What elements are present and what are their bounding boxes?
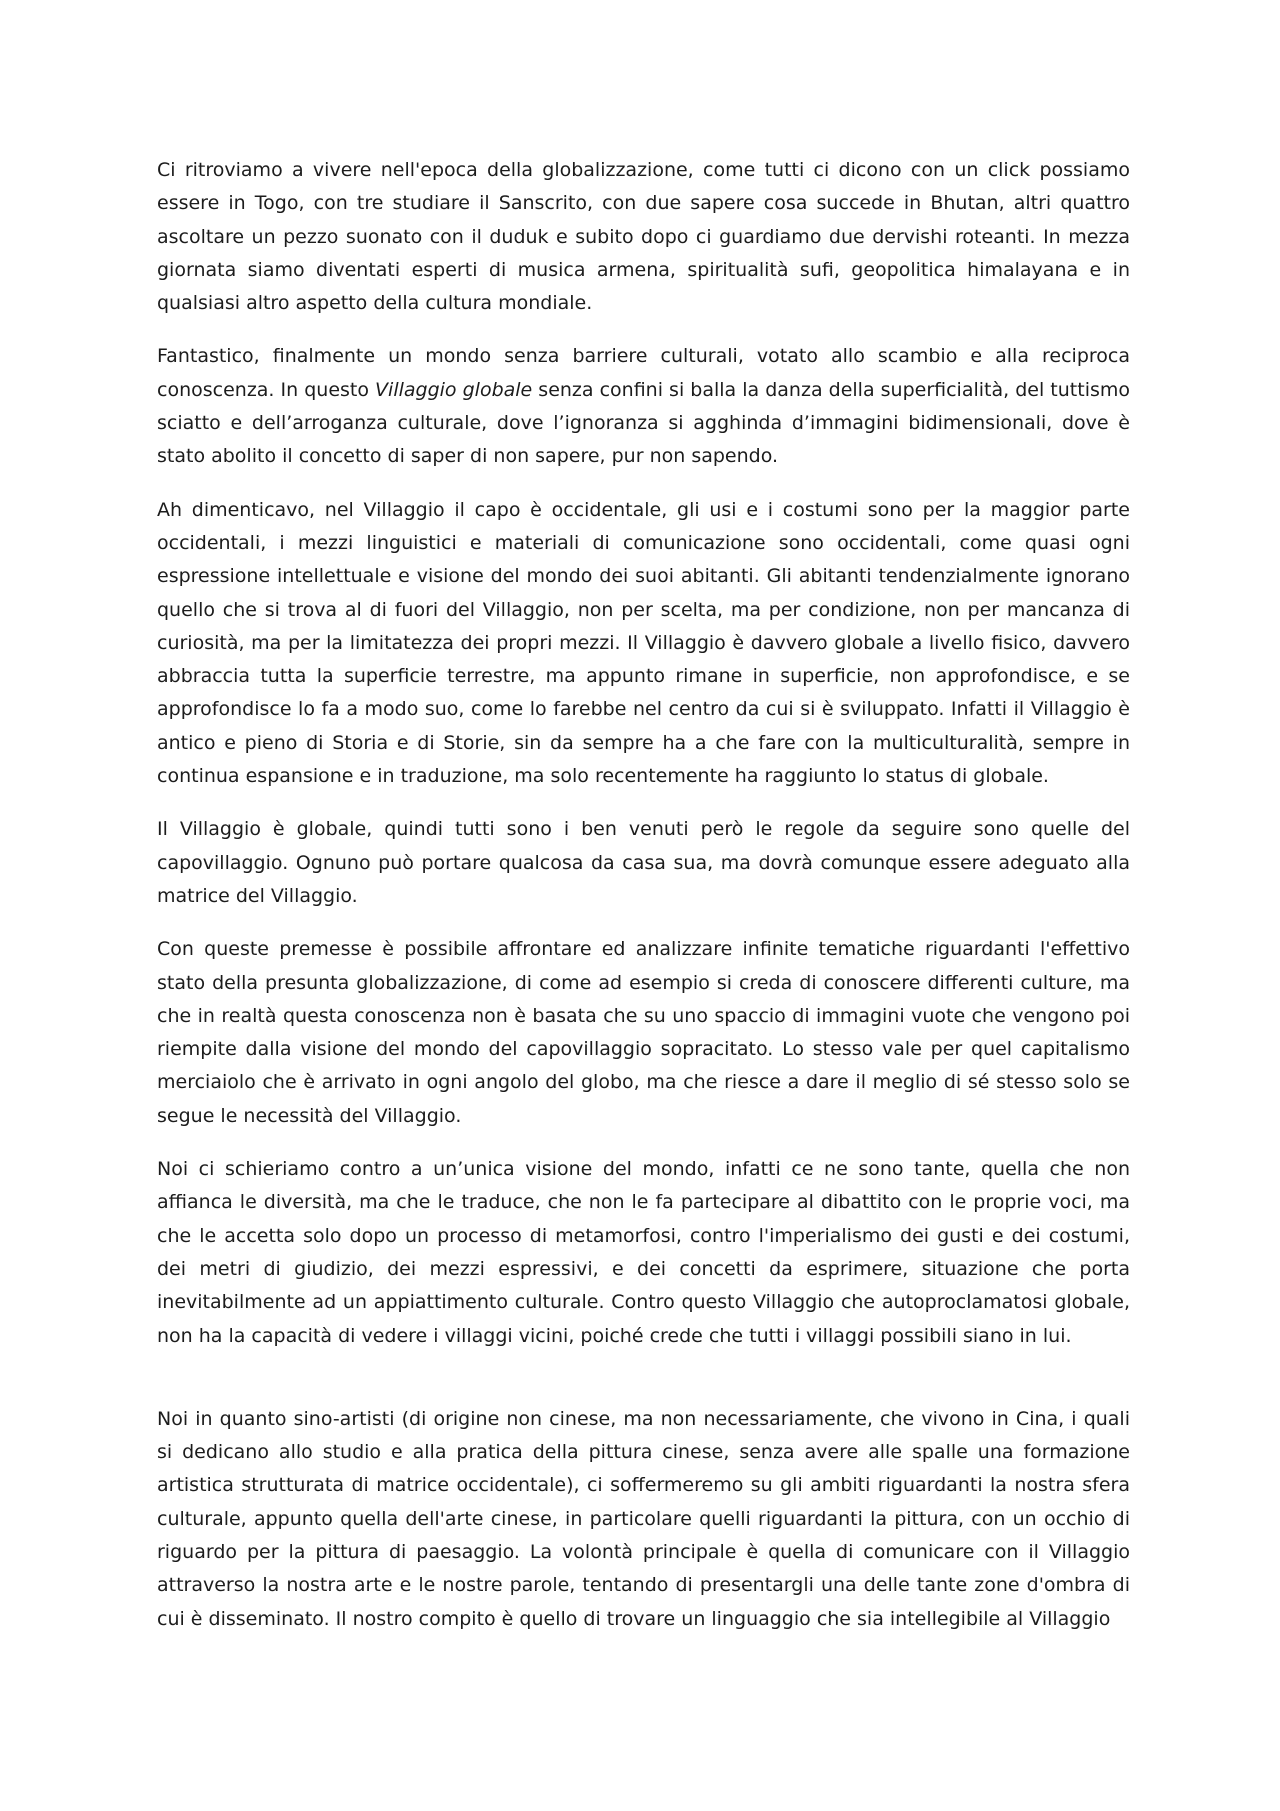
paragraph-capovillaggio: Il Villaggio è globale, quindi tutti sono i ben venuti però le regole da seguire sono quelle del capovillaggio. Ognuno può portare qualcosa da casa sua, ma dovrà comunque essere adeguato alla matrice del Villaggio. — [157, 818, 1130, 907]
paragraph-villaggio-globale — [157, 340, 1130, 473]
paragraph-sino-artisti: Noi in quanto sino-artisti (di origine non cinese, ma non necessariamente, che vivono in Cina, i quali si dedicano allo studio e alla pratica della pittura cinese, senza avere alle spalle una formazione artistica strutturata di matrice occidentale), ci soffermeremo su gli ambiti riguardanti la nostra sfera culturale, appunto quella dell'arte cinese, in particolare quelli riguardanti la pittura, con un occhio di riguardo per la pittura di paesaggio. La volontà principale è quella di comunicare con il Villaggio attraverso la nostra arte e le nostre parole, tentando di presentargli una delle tante zone d'ombra di cui è disseminato. Il nostro compito è quello di trovare un linguaggio che sia intellegibile al Villaggio — [157, 1407, 1130, 1630]
italic-term-villaggio-globale: Villaggio globale — [375, 378, 533, 401]
document-body — [157, 154, 1130, 1656]
paragraph-text: Fantastico, finalmente un mondo senza barriere culturali, votato allo scambio e alla reciproca conoscenza. In questo — [157, 345, 1130, 401]
paragraph-text: senza confini si balla la danza della superficialità, del tuttismo sciatto e dell’arroganza culturale, dove l’ignoranza si agghinda d’immagini bidimensionali, dove è stato abolito il concetto di saper di non sapere, pur non sapendo. — [157, 378, 1131, 468]
paragraph-premesse: Con queste premesse è possibile affrontare ed analizzare infinite tematiche riguardanti l'effettivo stato della presunta globalizzazione, di come ad esempio si creda di conoscere differenti culture, ma che in realtà questa conoscenza non è basata che su uno spaccio di immagini vuote che vengono poi riempite dalla visione del mondo del capovillaggio sopracitato. Lo stesso vale per quel capitalismo merciaiolo che è arrivato in ogni angolo del globo, ma che riesce a dare il meglio di sé stesso solo se segue le necessità del Villaggio. — [157, 938, 1130, 1127]
paragraph-schieriamo: Noi ci schieriamo contro a un’unica visione del mondo, infatti ce ne sono tante, quella che non affianca le diversità, ma che le traduce, che non le fa partecipare al dibattito con le proprie voci, ma che le accetta solo dopo un processo di metamorfosi, contro l'imperialismo dei gusti e dei costumi, dei metri di giudizio, dei mezzi espressivi, e dei concetti da esprimere, situazione che porta inevitabilmente ad un appiattimento culturale. Contro questo Villaggio che autoproclamatosi globale, non ha la capacità di vedere i villaggi vicini, poiché crede che tutti i villaggi possibili siano in lui. — [157, 1158, 1130, 1347]
paragraph-capo-occidentale: Ah dimenticavo, nel Villaggio il capo è occidentale, gli usi e i costumi sono per la maggior parte occidentali, i mezzi linguistici e materiali di comunicazione sono occidentali, come quasi ogni espressione intellettuale e visione del mondo dei suoi abitanti. Gli abitanti tendenzialmente ignorano quello che si trova al di fuori del Villaggio, non per scelta, ma per condizione, non per mancanza di curiosità, ma per la limitatezza dei propri mezzi. Il Villaggio è davvero globale a livello fisico, davvero abbraccia tutta la superficie terrestre, ma appunto rimane in superficie, non approfondisce, e se approfondisce lo fa a modo suo, come lo farebbe nel centro da cui si è sviluppato. Infatti il Villaggio è antico e pieno di Storia e di Storie, sin da sempre ha a che fare con la multiculturalità, sempre in continua espansione e in traduzione, ma solo recentemente ha raggiunto lo status di globale. — [157, 498, 1130, 788]
paragraph-globalizzazione: Ci ritroviamo a vivere nell'epoca della globalizzazione, come tutti ci dicono con un click possiamo essere in Togo, con tre studiare il Sanscrito, con due sapere cosa succede in Bhutan, altri quattro ascoltare un pezzo suonato con il duduk e subito dopo ci guardiamo due dervishi roteanti. In mezza giornata siamo diventati esperti di musica armena, spiritualità sufi, geopolitica himalayana e in qualsiasi altro aspetto della cultura mondiale. — [157, 159, 1130, 315]
